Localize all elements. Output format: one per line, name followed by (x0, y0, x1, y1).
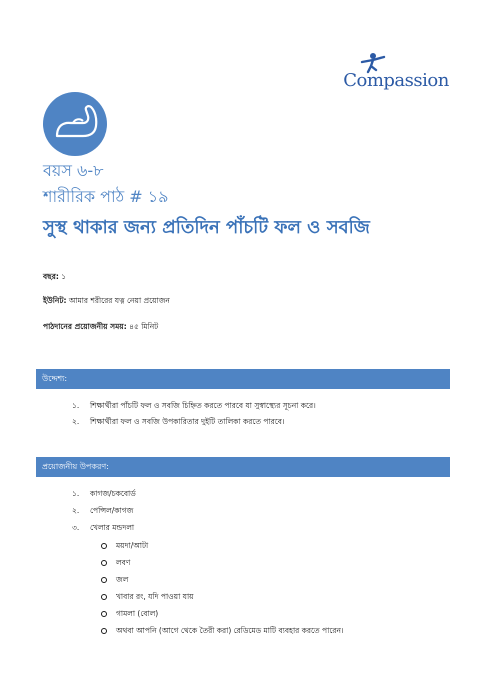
sub-list-item (101, 609, 158, 621)
sub-list-item (101, 592, 194, 604)
logo-wordmark: Compassion (343, 70, 449, 91)
list-number: ৩. (72, 523, 80, 532)
list-text: শিক্ষার্থীরা পাঁচটি ফল ও সবজি চিহ্নিত করতে পারবে যা সুস্বাস্থ্যের সূচনা করে। (90, 401, 316, 410)
circle-bullet-icon (101, 577, 107, 583)
unit-label: ইউনিট: (43, 296, 67, 305)
objectives-heading: উদ্দেশ্য: (36, 369, 450, 389)
lesson-badge (43, 92, 107, 156)
time-label: পাঠদানের প্রয়োজনীয় সময়: (43, 322, 127, 331)
materials-heading: প্রয়োজনীয় উপকরণ: (36, 457, 450, 477)
sub-list-item (101, 541, 148, 553)
time-value: ৪৫ মিনিট (129, 322, 159, 331)
list-number: ১. (72, 489, 80, 498)
circle-bullet-icon (101, 628, 107, 634)
sub-list-text: ময়দা/আটা (116, 541, 149, 550)
flexed-arm-icon (43, 92, 107, 156)
year-value: ১ (61, 272, 67, 281)
list-text: শিক্ষার্থীরা ফল ও সবজি উপকারিতার দুইটি তালিকা করতে পারবে। (90, 417, 285, 426)
list-number: ২. (72, 417, 80, 426)
list-text: পেন্সিল/কাগজ (90, 506, 134, 515)
list-number: ২. (72, 506, 80, 515)
sub-list-item (101, 558, 130, 570)
unit-value: আমার শরীরের যত্ন নেয়া প্রয়োজন (68, 296, 170, 305)
circle-bullet-icon (101, 594, 107, 600)
sub-list-item (101, 626, 344, 638)
sub-list-text: জল (116, 575, 129, 584)
unit-row (43, 296, 170, 308)
sub-list-text: অথবা আপনি (আগে থেকে তৈরী করা) রেডিমেড মাটি ব্যবহার করতে পারেন। (116, 626, 344, 635)
sub-list-text: গামলা (বোল) (116, 609, 159, 618)
compassion-logo (340, 52, 452, 102)
sub-list-item (101, 575, 128, 587)
year-row (43, 272, 66, 284)
list-text: খেলার মন্ডদলা (90, 523, 135, 532)
circle-bullet-icon (101, 611, 107, 617)
age-range: বয়স ৬-৮ (43, 161, 104, 180)
circle-bullet-icon (101, 543, 107, 549)
list-text: কাগজ/চকবোর্ড (90, 489, 136, 498)
lesson-number: শারীরিক পাঠ # ১৯ (43, 187, 169, 206)
list-number: ১. (72, 401, 80, 410)
sub-list-text: লবণ (116, 558, 131, 567)
circle-bullet-icon (101, 560, 107, 566)
year-label: বছর: (43, 272, 59, 281)
sub-list-text: খাবার রং, যদি পাওয়া যায় (116, 592, 194, 601)
page-title: সুস্থ থাকার জন্য প্রতিদিন পাঁচটি ফল ও সবজি (43, 217, 370, 238)
time-row (43, 322, 158, 334)
